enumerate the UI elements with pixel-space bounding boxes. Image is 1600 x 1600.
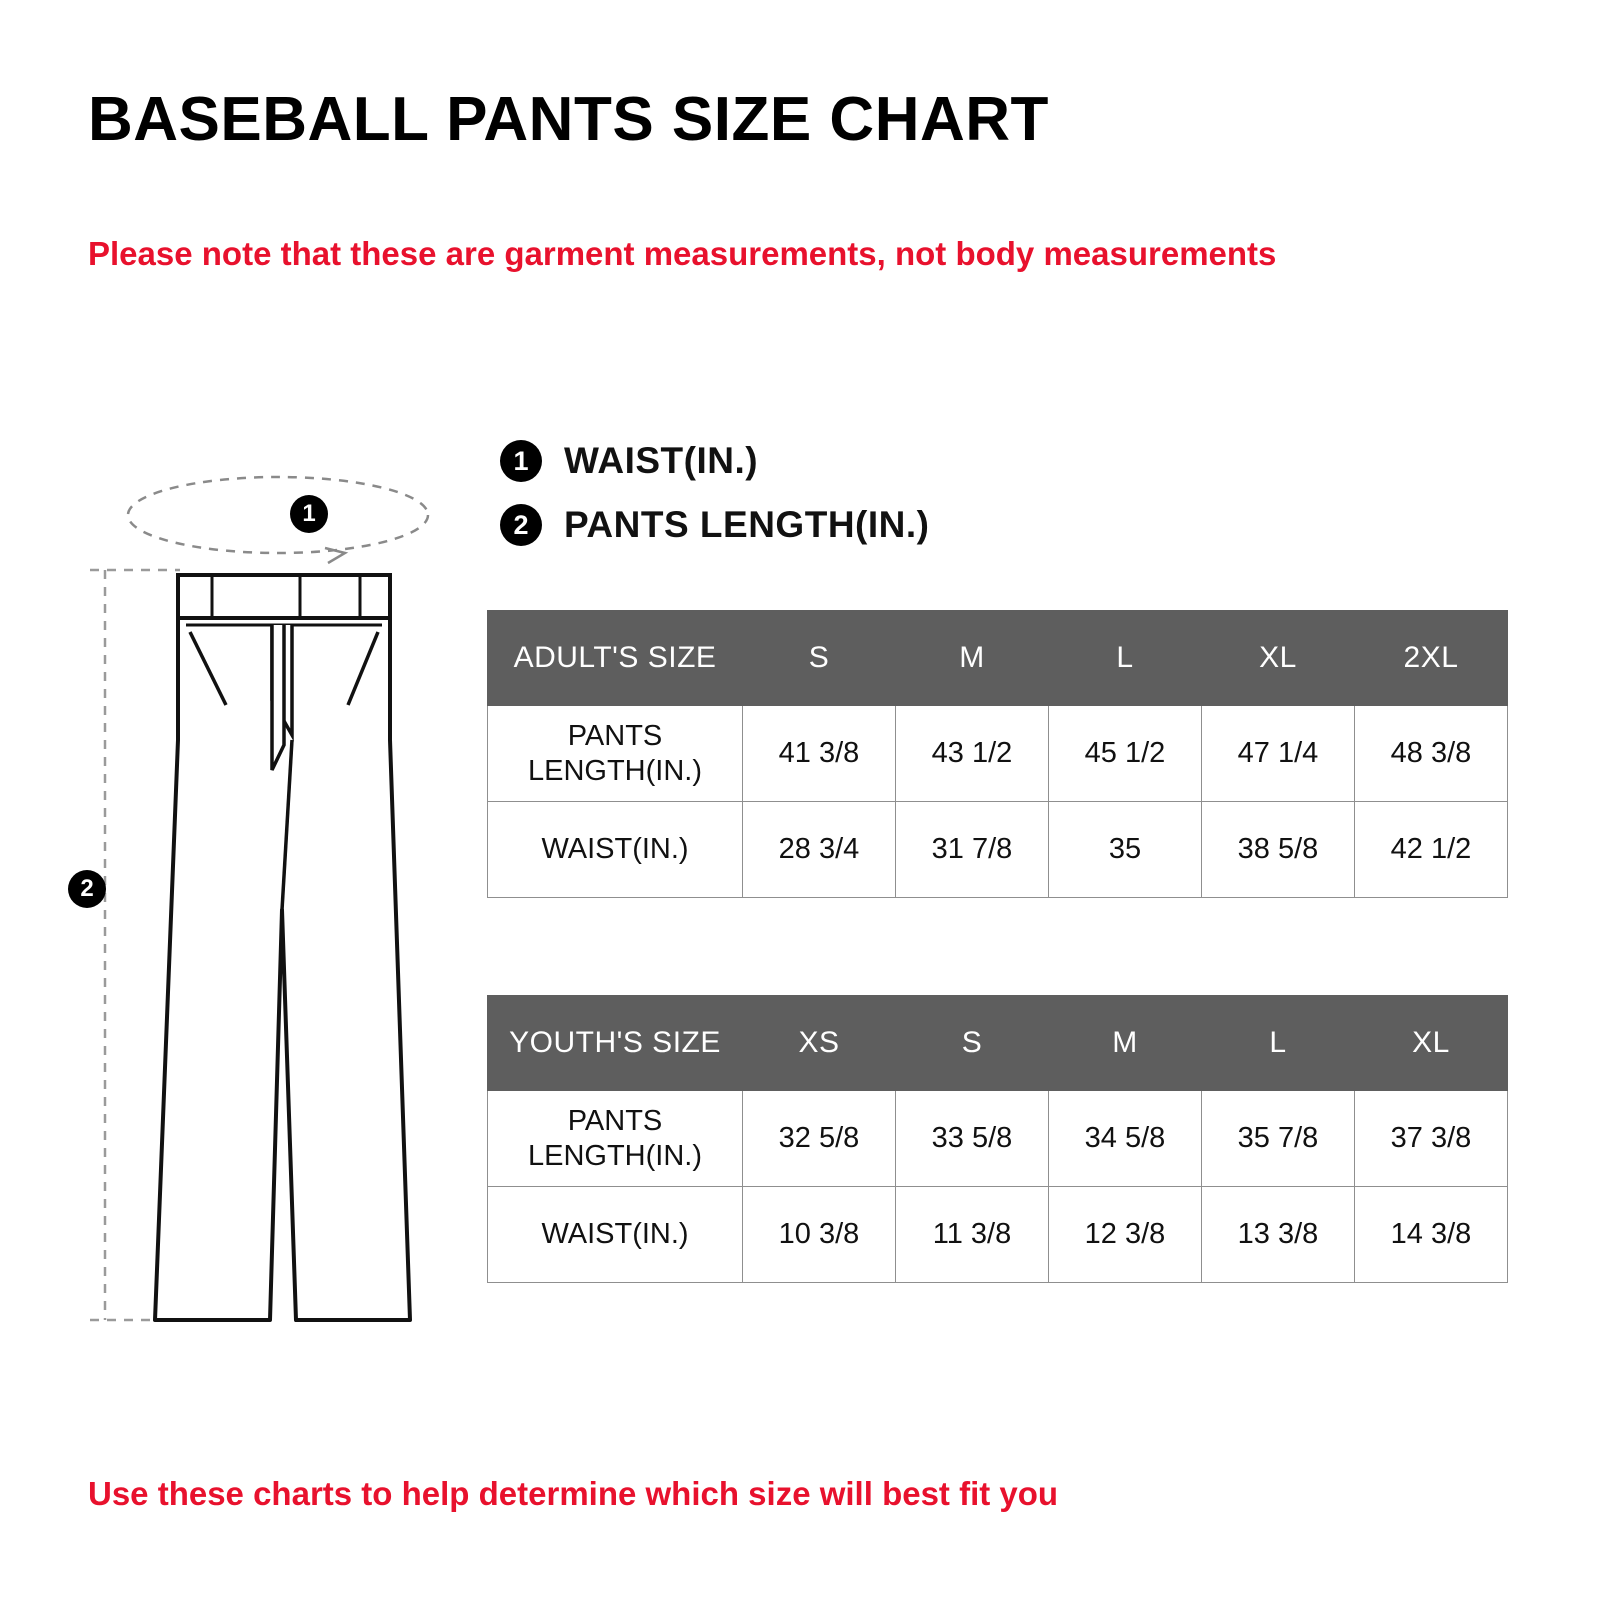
adult-col-2xl: 2XL — [1355, 611, 1508, 706]
youth-pants-length-s: 33 5/8 — [896, 1091, 1049, 1187]
youth-waist-xs: 10 3/8 — [743, 1187, 896, 1283]
adult-col-m: M — [896, 611, 1049, 706]
table-header-row — [488, 611, 1508, 706]
pants-illustration — [60, 440, 490, 1360]
adult-row-label-waist: WAIST(IN.) — [488, 802, 743, 898]
diagram-badge-waist-icon: 1 — [290, 495, 328, 533]
youth-pants-length-l: 35 7/8 — [1202, 1091, 1355, 1187]
youth-pants-length-xl: 37 3/8 — [1355, 1091, 1508, 1187]
youth-col-m: M — [1049, 996, 1202, 1091]
adult-waist-xl: 38 5/8 — [1202, 802, 1355, 898]
adult-waist-l: 35 — [1049, 802, 1202, 898]
legend-item-waist — [500, 440, 929, 482]
adult-waist-m: 31 7/8 — [896, 802, 1049, 898]
youth-size-header: YOUTH'S SIZE — [488, 996, 743, 1091]
youth-col-l: L — [1202, 996, 1355, 1091]
measurement-note: Please note that these are garment measurements, not body measurements — [88, 235, 1277, 272]
table-header-row — [488, 996, 1508, 1091]
legend-label-pants-length: PANTS LENGTH(IN.) — [564, 504, 930, 545]
adult-pants-length-m: 43 1/2 — [896, 706, 1049, 802]
youth-col-xl: XL — [1355, 996, 1508, 1091]
youth-size-table — [487, 995, 1508, 1283]
youth-waist-m: 12 3/8 — [1049, 1187, 1202, 1283]
youth-waist-xl: 14 3/8 — [1355, 1187, 1508, 1283]
adult-waist-s: 28 3/4 — [743, 802, 896, 898]
adult-col-xl: XL — [1202, 611, 1355, 706]
adult-pants-length-s: 41 3/8 — [743, 706, 896, 802]
footer-note: Use these charts to help determine which size will best fit you — [88, 1475, 1059, 1512]
adult-size-table — [487, 610, 1508, 898]
badge-1-icon: 1 — [500, 440, 542, 482]
adult-size-header: ADULT'S SIZE — [488, 611, 743, 706]
adult-pants-length-l: 45 1/2 — [1049, 706, 1202, 802]
legend-label-waist: WAIST(IN.) — [564, 440, 759, 481]
diagram-badge-length-icon: 2 — [68, 870, 106, 908]
badge-2-icon: 2 — [500, 504, 542, 546]
adult-pants-length-xl: 47 1/4 — [1202, 706, 1355, 802]
table-row — [488, 1187, 1508, 1283]
pants-diagram-svg — [60, 440, 490, 1360]
adult-pants-length-2xl: 48 3/8 — [1355, 706, 1508, 802]
youth-waist-l: 13 3/8 — [1202, 1187, 1355, 1283]
youth-row-label-waist: WAIST(IN.) — [488, 1187, 743, 1283]
page-title: BASEBALL PANTS SIZE CHART — [88, 85, 1049, 154]
table-row — [488, 1091, 1508, 1187]
youth-col-s: S — [896, 996, 1049, 1091]
youth-pants-length-m: 34 5/8 — [1049, 1091, 1202, 1187]
youth-pants-length-xs: 32 5/8 — [743, 1091, 896, 1187]
adult-col-s: S — [743, 611, 896, 706]
adult-col-l: L — [1049, 611, 1202, 706]
legend — [500, 440, 929, 568]
youth-row-label-pants-length: PANTS LENGTH(IN.) — [488, 1091, 743, 1187]
youth-col-xs: XS — [743, 996, 896, 1091]
table-row — [488, 706, 1508, 802]
youth-waist-s: 11 3/8 — [896, 1187, 1049, 1283]
adult-waist-2xl: 42 1/2 — [1355, 802, 1508, 898]
legend-item-pants-length — [500, 504, 929, 546]
table-row — [488, 802, 1508, 898]
adult-row-label-pants-length: PANTS LENGTH(IN.) — [488, 706, 743, 802]
